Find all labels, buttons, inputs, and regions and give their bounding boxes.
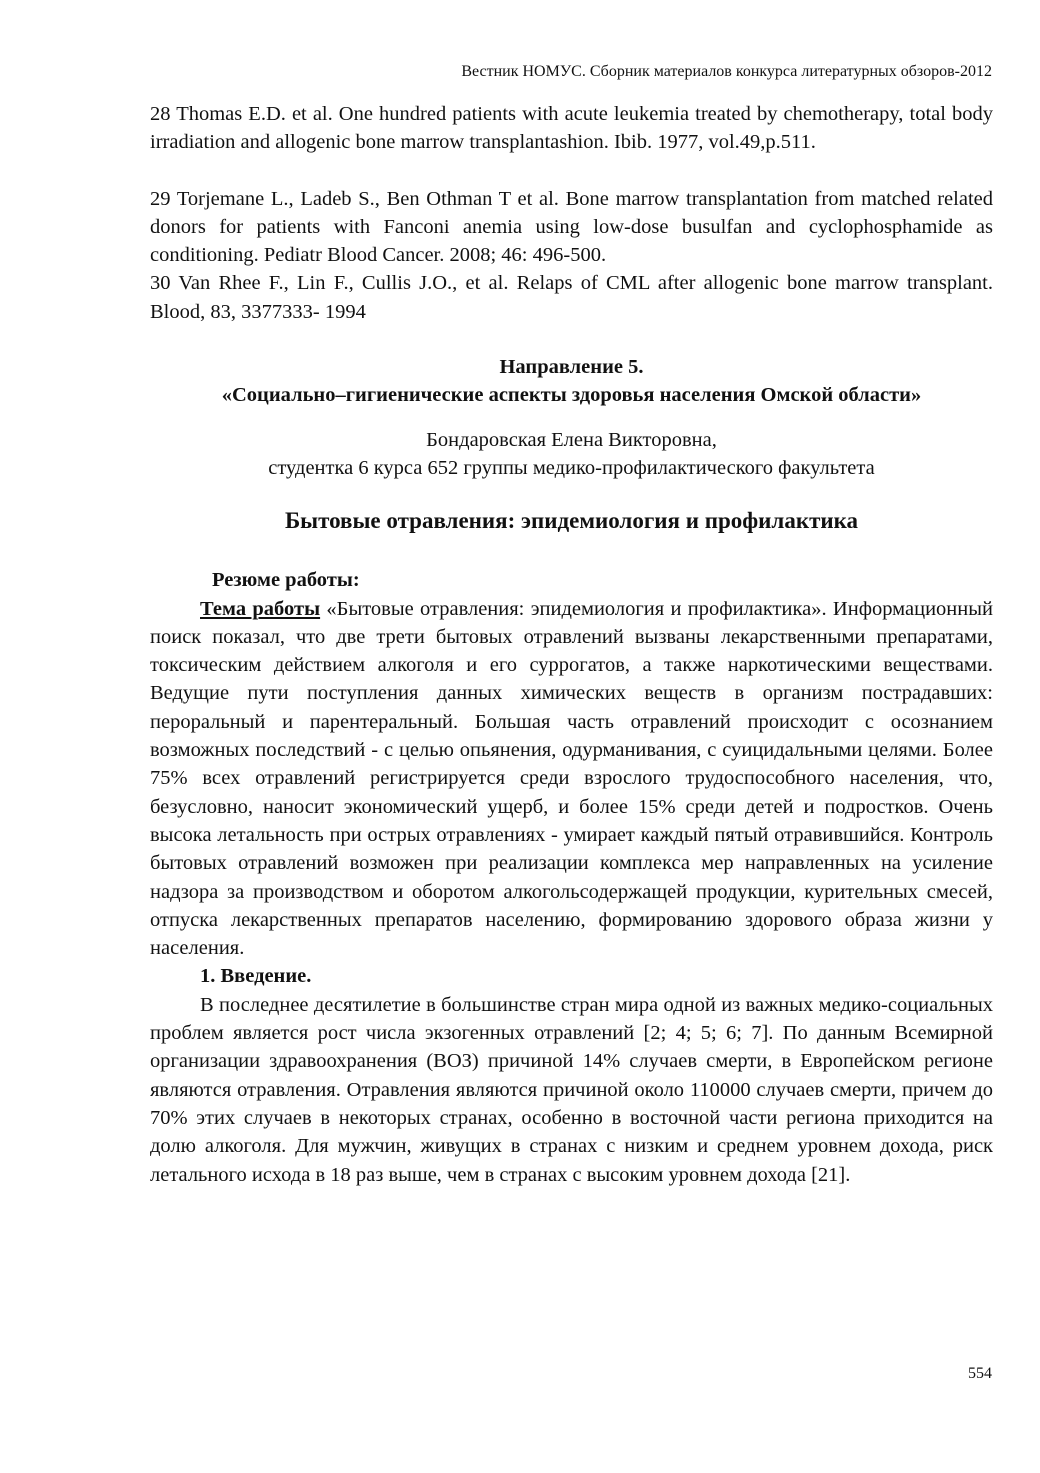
reference-29: 29 Torjemane L., Ladeb S., Ben Othman T et al. Bone marrow transplantation from matched related donors for patients with Fanconi anemia using low-dose busulfan and cyclophosphamide as conditioning. Pediatr Blood Cancer. 2008; 46: 496-500. (150, 187, 993, 267)
page-number: 554 (968, 1365, 992, 1382)
running-header: Вестник НОМУС. Сборник материалов конкурса литературных обзоров-2012 (461, 63, 992, 80)
article-title: Бытовые отравления: эпидемиология и профилактика (284, 508, 859, 534)
reference-spacer (150, 157, 993, 185)
direction-title: «Социально–гигиенические аспекты здоровья населения Омской области» (221, 384, 922, 407)
author-name: Бондаровская Елена Викторовна, (426, 428, 717, 451)
summary-text: «Бытовые отравления: эпидемиология и профилактика». Информационный поиск показал, что две трети бытовых отравлений вызваны лекарственными препаратами, токсическим действием алкоголя и его суррогатов, а также наркотическими веществами. Ведущие пути поступления данных химических веществ в организм пострадавших: пероральный и парентеральный. Большая часть отравлений происходит с осознанием возможных последствий - с целью опьянения, одурманивания, с суицидальными целями. Более 75% всех отравлений регистрируется среди взрослого трудоспособного населения, что, безусловно, наносит экономический ущерб, и более 15% среди детей и подростков. Очень высока летальность при острых отравлениях - умирает каждый пятый отравившийся. Контроль бытовых отравлений возможен при реализации комплекса мер направленных на усиление надзора за производством и оборотом алкогольсодержащей продукции, курительных смесей, отпуска лекарственных препаратов населению, формированию здорового образа жизни у населения. (150, 597, 993, 960)
direction-number: Направление 5. (499, 356, 644, 379)
topic-label: Тема работы (200, 597, 321, 620)
intro-heading: 1. Введение. (200, 965, 312, 988)
summary-paragraph (150, 595, 993, 963)
summary-heading: Резюме работы: (212, 569, 360, 592)
reference-30: 30 Van Rhee F., Lin F., Cullis J.O., et al. Relaps of CML after allogenic bone marrow transplant. Blood, 83, 3377333- 1994 (150, 272, 993, 323)
author-affiliation: студентка 6 курса 652 группы медико-профилактического факультета (268, 456, 875, 479)
intro-paragraph: В последнее десятилетие в большинстве стран мира одной из важных медико-социальных проблем является рост числа экзогенных отравлений [2; 4; 5; 6; 7]. По данным Всемирной организации здравоохранения (ВОЗ) причиной 14% случаев смерти, в Европейском регионе являются отравления. Отравления являются причиной около 110000 случаев смерти, причем до 70% этих случаев в некоторых странах, особенно в восточной части региона приходится на долю алкоголя. Для мужчин, живущих в странах с низким и среднем уровнем дохода, риск летального исхода в 18 раз выше, чем в странах с высоким уровнем дохода [21]. (150, 993, 993, 1186)
reference-28: 28 Thomas E.D. et al. One hundred patients with acute leukemia treated by chemotherapy, total body irradiation and allogenic bone marrow transplantashion. Ibib. 1977, vol.49,p.511. (150, 103, 993, 154)
page-content (150, 100, 993, 1189)
author-block (150, 426, 993, 483)
